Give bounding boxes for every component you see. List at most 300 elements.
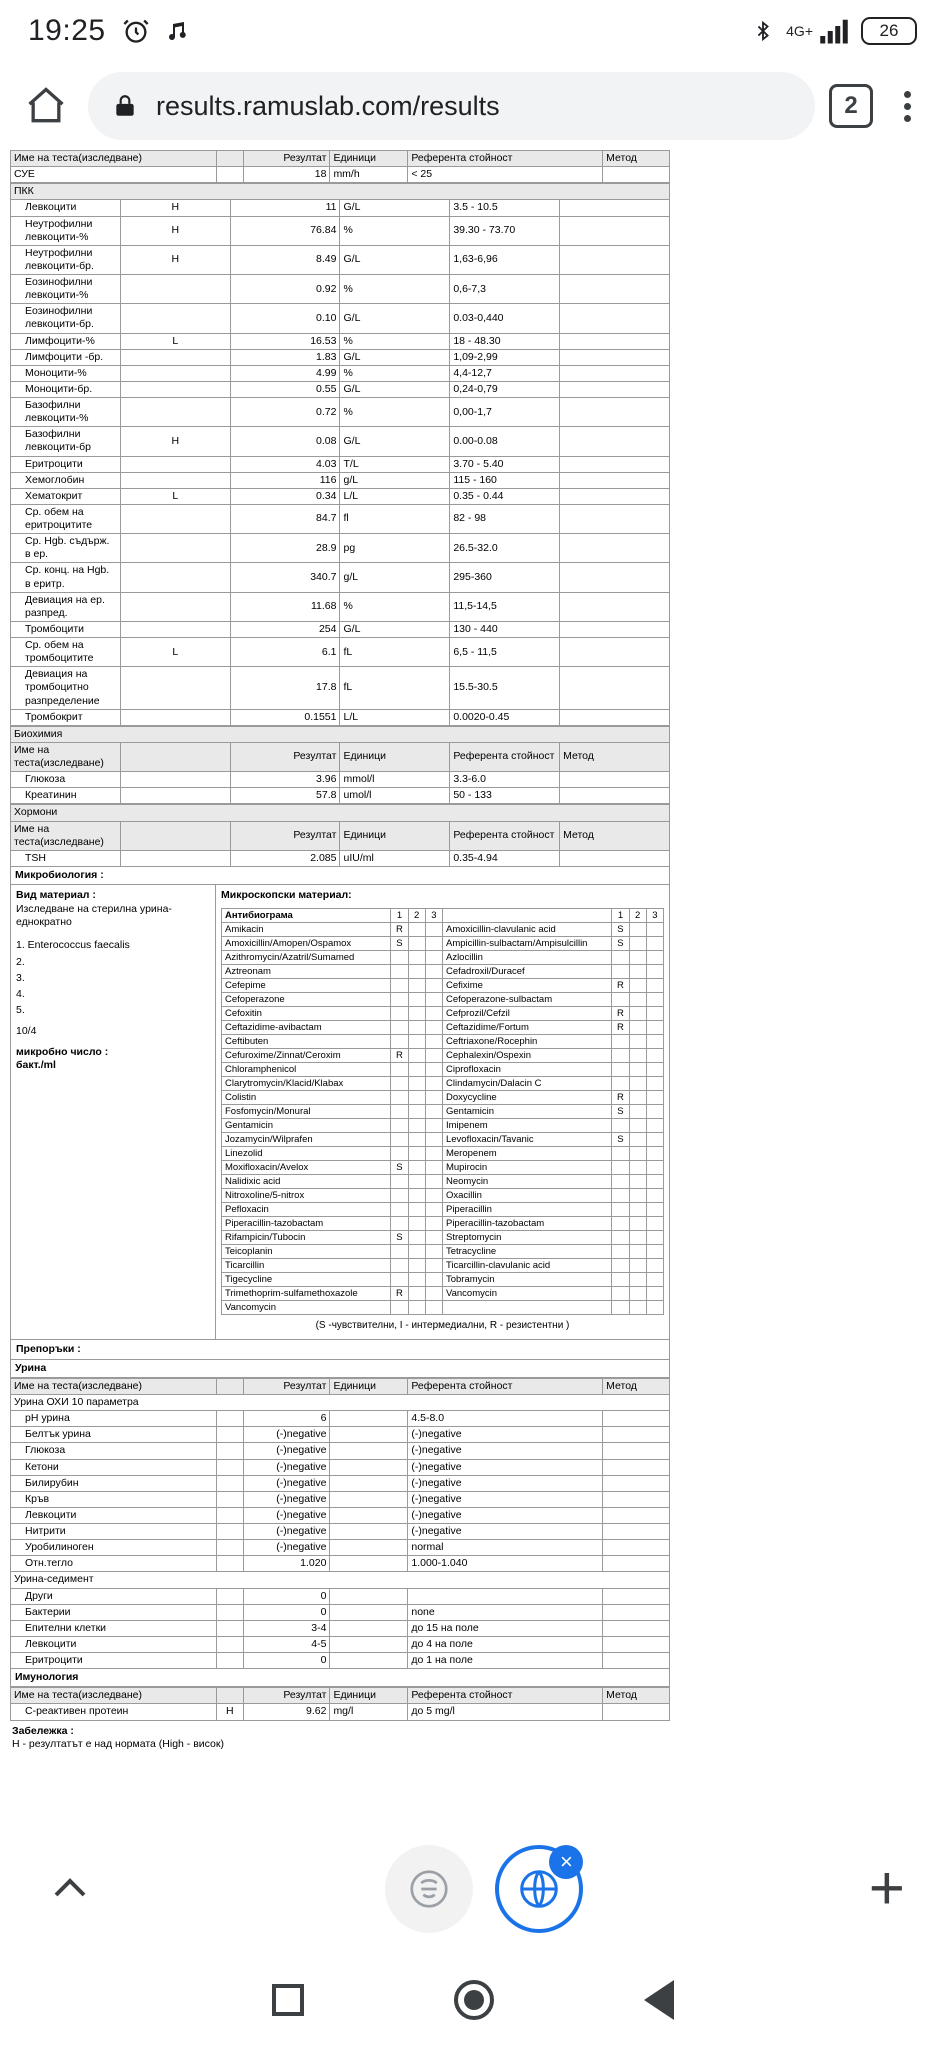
antibiotic-name: Teicoplanin [222, 1245, 391, 1259]
table-row [11, 1411, 670, 1427]
col-result: Резултат [243, 1378, 330, 1394]
antibiotic-result-3 [646, 1119, 663, 1133]
cell-flag [216, 1588, 243, 1604]
cell-result: 57.8 [230, 788, 340, 804]
col-name: Име на теста(изследване) [11, 1378, 217, 1394]
antibiotic-name: Levofloxacin/Tavanic [442, 1133, 611, 1147]
plus-icon[interactable]: + [868, 1854, 905, 1923]
cell-method [560, 709, 670, 725]
table-row [11, 333, 670, 349]
cell-name: Тромбокрит [11, 709, 121, 725]
antibiotic-result-3 [425, 1035, 442, 1049]
cell-result: 9.62 [243, 1704, 330, 1720]
cell-ref [408, 1588, 603, 1604]
cell-method [560, 504, 670, 533]
cell-flag [120, 534, 230, 563]
cell-name: Девиация на ер. разпред. [11, 592, 121, 621]
antibiogram-row [222, 1175, 664, 1189]
cell-flag [120, 563, 230, 592]
status-bar-left [28, 14, 190, 48]
cell-ref: 0,6-7,3 [450, 275, 560, 304]
cell-result: (-)negative [243, 1491, 330, 1507]
antibiotic-result-3 [425, 1217, 442, 1231]
note-block [10, 1721, 670, 1751]
antibiotic-result [391, 1063, 408, 1077]
cell-unit [330, 1507, 408, 1523]
cell-flag [216, 1491, 243, 1507]
stamp-icon[interactable] [385, 1845, 473, 1933]
immunology-table [10, 1687, 670, 1720]
antibiotic-result [391, 979, 408, 993]
cell-ref: 1,09-2,99 [450, 349, 560, 365]
antibiotic-result-2 [629, 1245, 646, 1259]
antibiotic-name: Ticarcillin [222, 1259, 391, 1273]
table-header-row [11, 821, 670, 850]
antibiotic-name: Azlocillin [442, 951, 611, 965]
table-row [11, 304, 670, 333]
col-reference: Референта стойност [408, 1688, 603, 1704]
cell-flag [120, 504, 230, 533]
col-units: Единици [340, 821, 450, 850]
antibiogram-row [222, 1161, 664, 1175]
antibiotic-result [612, 1217, 629, 1231]
cell-flag [120, 472, 230, 488]
section-title-row [11, 184, 670, 200]
cell-method [560, 563, 670, 592]
col-units: Единици [330, 151, 408, 167]
antibiogram-col-label: 3 [425, 909, 442, 923]
table-row [11, 638, 670, 667]
col-method: Метод [560, 821, 670, 850]
antibiotic-result-2 [629, 1147, 646, 1161]
triangle-back-icon[interactable] [644, 1980, 674, 2020]
table-row [11, 1443, 670, 1459]
cell-method [560, 304, 670, 333]
antibiogram-row [222, 923, 664, 937]
antibiotic-result-3 [646, 965, 663, 979]
table-row [11, 365, 670, 381]
cell-result: (-)negative [243, 1443, 330, 1459]
cell-name: Левкоцити [11, 1636, 217, 1652]
cell-name: Нитрити [11, 1524, 217, 1540]
cell-ref: 0.35 - 0.44 [450, 488, 560, 504]
cell-unit: g/L [340, 472, 450, 488]
antibiotic-result: R [612, 1091, 629, 1105]
antibiotic-name: Piperacillin [442, 1203, 611, 1217]
cell-ref: (-)negative [408, 1524, 603, 1540]
cell-method [560, 772, 670, 788]
antibiogram-row [222, 1259, 664, 1273]
antibiotic-name: Imipenem [442, 1119, 611, 1133]
recommendations-label: Препоръки : [10, 1340, 670, 1360]
antibiotic-result [612, 1063, 629, 1077]
col-result: Резултат [243, 1688, 330, 1704]
cell-ref: (-)negative [408, 1443, 603, 1459]
cell-name: Ср. обем на еритроцитите [11, 504, 121, 533]
cell-result: 84.7 [230, 504, 340, 533]
cell-name: Ср. конц. на Hgb. в еритр. [11, 563, 121, 592]
cell-result: 4-5 [243, 1636, 330, 1652]
table-row [11, 1636, 670, 1652]
cell-name: Базофилни левкоцити-бр [11, 427, 121, 456]
cell-flag [216, 1475, 243, 1491]
cell-flag [120, 788, 230, 804]
cell-flag: L [120, 488, 230, 504]
cell-result: 0.92 [230, 275, 340, 304]
cell-name: Базофилни левкоцити-% [11, 398, 121, 427]
antibiotic-name: Chloramphenicol [222, 1063, 391, 1077]
cell-method [560, 275, 670, 304]
antibiotic-name: Fosfomycin/Monural [222, 1105, 391, 1119]
col-name: Име на теста(изследване) [11, 821, 121, 850]
clock: 19:25 [28, 14, 106, 47]
cell-method [560, 472, 670, 488]
cell-unit: % [340, 216, 450, 245]
cell-name: Моноцити-бр. [11, 381, 121, 397]
cell-result: 116 [230, 472, 340, 488]
antibiotic-result-2 [408, 1203, 425, 1217]
cell-flag [216, 1443, 243, 1459]
antibiotic-result-3 [425, 1105, 442, 1119]
globe-icon[interactable] [495, 1845, 583, 1933]
cell-result: 8.49 [230, 245, 340, 274]
antibiotic-result-2 [629, 1175, 646, 1189]
cell-method [560, 216, 670, 245]
close-icon[interactable]: × [549, 1845, 583, 1879]
cell-result: 3-4 [243, 1620, 330, 1636]
antibiogram-row [222, 1119, 664, 1133]
antibiogram-row [222, 979, 664, 993]
cell-flag: L [120, 333, 230, 349]
cell-name: Отн.тегло [11, 1556, 217, 1572]
cell-result: 0.1551 [230, 709, 340, 725]
antibiogram-row [222, 1063, 664, 1077]
antibiotic-name: Streptomycin [442, 1231, 611, 1245]
cell-method [560, 245, 670, 274]
cell-unit [330, 1556, 408, 1572]
cell-method [560, 456, 670, 472]
table-header-row [11, 1378, 670, 1394]
cell-name: Еритроцити [11, 1653, 217, 1669]
antibiotic-result [612, 1287, 629, 1301]
antibiotic-name: Cefepime [222, 979, 391, 993]
antibiotic-result-2 [408, 1077, 425, 1091]
cell-method [603, 1620, 670, 1636]
urine-table [10, 1378, 670, 1669]
cell-ref: 0.35-4.94 [450, 850, 560, 866]
col-method: Метод [603, 151, 670, 167]
cell-flag [216, 1427, 243, 1443]
antibiotic-result-3 [425, 1245, 442, 1259]
cell-method [603, 1540, 670, 1556]
antibiogram-row [222, 1147, 664, 1161]
organism-item: 4. [16, 987, 25, 1000]
cell-method [603, 1491, 670, 1507]
cell-flag [120, 667, 230, 709]
cell-unit [330, 1524, 408, 1540]
table-row [11, 1620, 670, 1636]
cell-flag [120, 850, 230, 866]
cell-name: pH урина [11, 1411, 217, 1427]
cell-flag: H [120, 216, 230, 245]
antibiotic-result [612, 1035, 629, 1049]
antibiogram-row [222, 1217, 664, 1231]
antibiotic-result [612, 1259, 629, 1273]
antibiotic-result [391, 1021, 408, 1035]
cell-result: 0.72 [230, 398, 340, 427]
report-sections [10, 183, 670, 867]
cell-name: Билирубин [11, 1475, 217, 1491]
antibiogram-row [222, 1007, 664, 1021]
cell-result: 0 [243, 1604, 330, 1620]
material-title: Вид материал : [16, 889, 96, 901]
antibiotic-result: R [612, 979, 629, 993]
antibiogram-col-label: 3 [646, 909, 663, 923]
cell-name: Лимфоцити-% [11, 333, 121, 349]
antibiotic-name: Pefloxacin [222, 1203, 391, 1217]
organism-item: 3. [16, 971, 25, 984]
antibiotic-result-3 [425, 1203, 442, 1217]
cell-ref: 3.70 - 5.40 [450, 456, 560, 472]
cell-name: Други [11, 1588, 217, 1604]
antibiotic-name: Ciprofloxacin [442, 1063, 611, 1077]
tab-switcher-button[interactable]: 2 [829, 84, 873, 128]
antibiotic-result [612, 1077, 629, 1091]
antibiotic-result-3 [646, 1231, 663, 1245]
cell-ref: (-)negative [408, 1491, 603, 1507]
antibiotic-result-3 [646, 993, 663, 1007]
antibiotic-result-2 [408, 1119, 425, 1133]
antibiotic-result-3 [425, 979, 442, 993]
antibiotic-result-2 [629, 1035, 646, 1049]
table-row [11, 1459, 670, 1475]
antibiotic-result [391, 1077, 408, 1091]
table-row [11, 216, 670, 245]
cell-name: Уробилиноген [11, 1540, 217, 1556]
cell-result: 18 [243, 167, 330, 183]
antibiotic-name: Gentamicin [442, 1105, 611, 1119]
antibiotic-result-3 [425, 1133, 442, 1147]
cell-ref: 3.5 - 10.5 [450, 200, 560, 216]
cell-method [560, 427, 670, 456]
cell-name: Кетони [11, 1459, 217, 1475]
col-name: Име на теста(изследване) [11, 742, 121, 771]
cell-name: Бактерии [11, 1604, 217, 1620]
antibiotic-result-2 [408, 1133, 425, 1147]
organism-list [16, 939, 210, 1017]
section-title-row [11, 805, 670, 821]
address-bar-url: results.ramuslab.com/results [156, 90, 500, 121]
sediment-title-row [11, 1572, 670, 1588]
antibiotic-name [442, 1301, 611, 1315]
table-row [11, 667, 670, 709]
antibiotic-result-3 [646, 1063, 663, 1077]
square-recents-icon[interactable] [272, 1984, 304, 2016]
table-row [11, 1704, 670, 1720]
cell-method [603, 1443, 670, 1459]
antibiotic-result [612, 951, 629, 965]
microscopy-title: Микроскопски материал: [221, 889, 352, 901]
cell-method [560, 488, 670, 504]
cell-unit [330, 1540, 408, 1556]
cell-ref: 295-360 [450, 563, 560, 592]
cell-name: Еозинофилни левкоцити-бр. [11, 304, 121, 333]
antibiotic-result-2 [408, 993, 425, 1007]
cell-method [560, 850, 670, 866]
antibiogram-col-label: 2 [629, 909, 646, 923]
cell-ref: none [408, 1604, 603, 1620]
antibiotic-name: Vancomycin [442, 1287, 611, 1301]
antibiotic-result-3 [646, 1217, 663, 1231]
table-row [11, 1540, 670, 1556]
cell-flag [120, 381, 230, 397]
antibiotic-result: R [391, 923, 408, 937]
android-nav-bar [0, 1952, 945, 2048]
antibiotic-result-2 [408, 1287, 425, 1301]
antibiotic-name: Trimethoprim-sulfamethoxazole [222, 1287, 391, 1301]
antibiotic-result-2 [629, 1301, 646, 1315]
cell-ref: 1,63-6,96 [450, 245, 560, 274]
report-section-table [10, 726, 670, 805]
cell-name: Левкоцити [11, 1507, 217, 1523]
antibiotic-result-3 [646, 1301, 663, 1315]
cell-method [560, 788, 670, 804]
antibiotic-result-3 [646, 1021, 663, 1035]
antibiotic-name: Clindamycin/Dalacin C [442, 1077, 611, 1091]
antibiotic-name: Tigecycline [222, 1273, 391, 1287]
antibiotic-result [391, 1203, 408, 1217]
cell-name: Еритроцити [11, 456, 121, 472]
cell-result: (-)negative [243, 1540, 330, 1556]
table-header-row [11, 151, 670, 167]
report-section-table [10, 183, 670, 726]
browser-toolbar [0, 62, 945, 150]
cell-unit: pg [340, 534, 450, 563]
antibiotic-result-2 [408, 1273, 425, 1287]
cell-method [560, 592, 670, 621]
cell-result: (-)negative [243, 1524, 330, 1540]
cell-name: Епителни клетки [11, 1620, 217, 1636]
antibiotic-result-2 [629, 1189, 646, 1203]
antibiotic-name: Cephalexin/Ospexin [442, 1049, 611, 1063]
cell-ref: 1.000-1.040 [408, 1556, 603, 1572]
col-reference: Референта стойност [408, 151, 603, 167]
antibiotic-name: Tetracycline [442, 1245, 611, 1259]
antibiotic-result-2 [408, 1021, 425, 1035]
antibiotic-result [612, 1049, 629, 1063]
cell-name: Хематокрит [11, 488, 121, 504]
antibiotic-result-3 [646, 1161, 663, 1175]
overflow-menu-icon[interactable] [887, 78, 927, 134]
antibiotic-result-3 [425, 993, 442, 1007]
cell-flag [216, 1411, 243, 1427]
lab-report [10, 150, 670, 1751]
cell-flag [216, 1524, 243, 1540]
lock-icon [112, 91, 138, 121]
table-row [11, 788, 670, 804]
home-icon[interactable] [18, 78, 74, 134]
antibiotic-name: Cefixime [442, 979, 611, 993]
cell-result: 2.085 [230, 850, 340, 866]
cell-result: 11.68 [230, 592, 340, 621]
chevron-up-icon[interactable] [40, 1859, 100, 1919]
microscopy-block [216, 885, 669, 1339]
cell-name: Моноцити-% [11, 365, 121, 381]
antibiotic-result-3 [646, 1049, 663, 1063]
cell-unit: G/L [340, 304, 450, 333]
circle-home-icon[interactable] [454, 1980, 494, 2020]
antibiogram-col-label: 2 [408, 909, 425, 923]
col-reference: Референта стойност [450, 821, 560, 850]
cell-unit: G/L [340, 427, 450, 456]
antibiotic-result-2 [408, 1035, 425, 1049]
cell-name: Неутрофилни левкоцити-бр. [11, 245, 121, 274]
address-bar[interactable] [88, 72, 815, 140]
antibiotic-result-3 [425, 1021, 442, 1035]
antibiotic-result: S [391, 937, 408, 951]
antibiotic-name: Linezolid [222, 1147, 391, 1161]
cell-ref: 82 - 98 [450, 504, 560, 533]
antibiogram-row [222, 1035, 664, 1049]
webpage-content[interactable] [0, 150, 945, 1822]
cell-name: Креатинин [11, 788, 121, 804]
antibiotic-result [612, 1189, 629, 1203]
antibiotic-result [391, 1133, 408, 1147]
antibiotic-name: Mupirocin [442, 1161, 611, 1175]
cell-ref: до 5 mg/l [408, 1704, 603, 1720]
antibiotic-result-3 [425, 1189, 442, 1203]
cell-flag [120, 275, 230, 304]
antibiotic-name: Moxifloxacin/Avelox [222, 1161, 391, 1175]
cell-ref: 39.30 - 73.70 [450, 216, 560, 245]
cell-method [603, 1411, 670, 1427]
signal-bars-icon [819, 18, 849, 44]
cell-result: 28.9 [230, 534, 340, 563]
table-row [11, 504, 670, 533]
cell-method [603, 1524, 670, 1540]
cell-result: 340.7 [230, 563, 340, 592]
microbial-count-value: 10/4 [16, 1025, 37, 1037]
sediment-title: Урина-седимент [11, 1572, 670, 1588]
antibiotic-result-2 [629, 1063, 646, 1077]
table-row [11, 772, 670, 788]
antibiotic-result [391, 993, 408, 1007]
table-row [11, 1604, 670, 1620]
cell-ref: 6,5 - 11,5 [450, 638, 560, 667]
antibiotic-result-2 [408, 1105, 425, 1119]
antibiotic-result-3 [425, 1063, 442, 1077]
cell-unit: T/L [340, 456, 450, 472]
antibiogram-row [222, 1245, 664, 1259]
table-row [11, 1507, 670, 1523]
section-title: Хормони [11, 805, 670, 821]
antibiotic-name: Amoxicillin/Amopen/Ospamox [222, 937, 391, 951]
antibiotic-name: Nitroxoline/5-nitrox [222, 1189, 391, 1203]
col-method: Метод [560, 742, 670, 771]
antibiotic-result-3 [646, 1175, 663, 1189]
cell-unit: fl [340, 504, 450, 533]
antibiotic-result-3 [425, 1231, 442, 1245]
antibiogram-row [222, 965, 664, 979]
note-title: Забележка : [12, 1724, 74, 1737]
cell-unit: % [340, 592, 450, 621]
table-header-row [11, 742, 670, 771]
antibiotic-result-3 [425, 951, 442, 965]
antibiotic-result: R [612, 1007, 629, 1021]
status-bar [0, 0, 945, 62]
antibiotic-result-2 [408, 1049, 425, 1063]
cell-method [560, 381, 670, 397]
